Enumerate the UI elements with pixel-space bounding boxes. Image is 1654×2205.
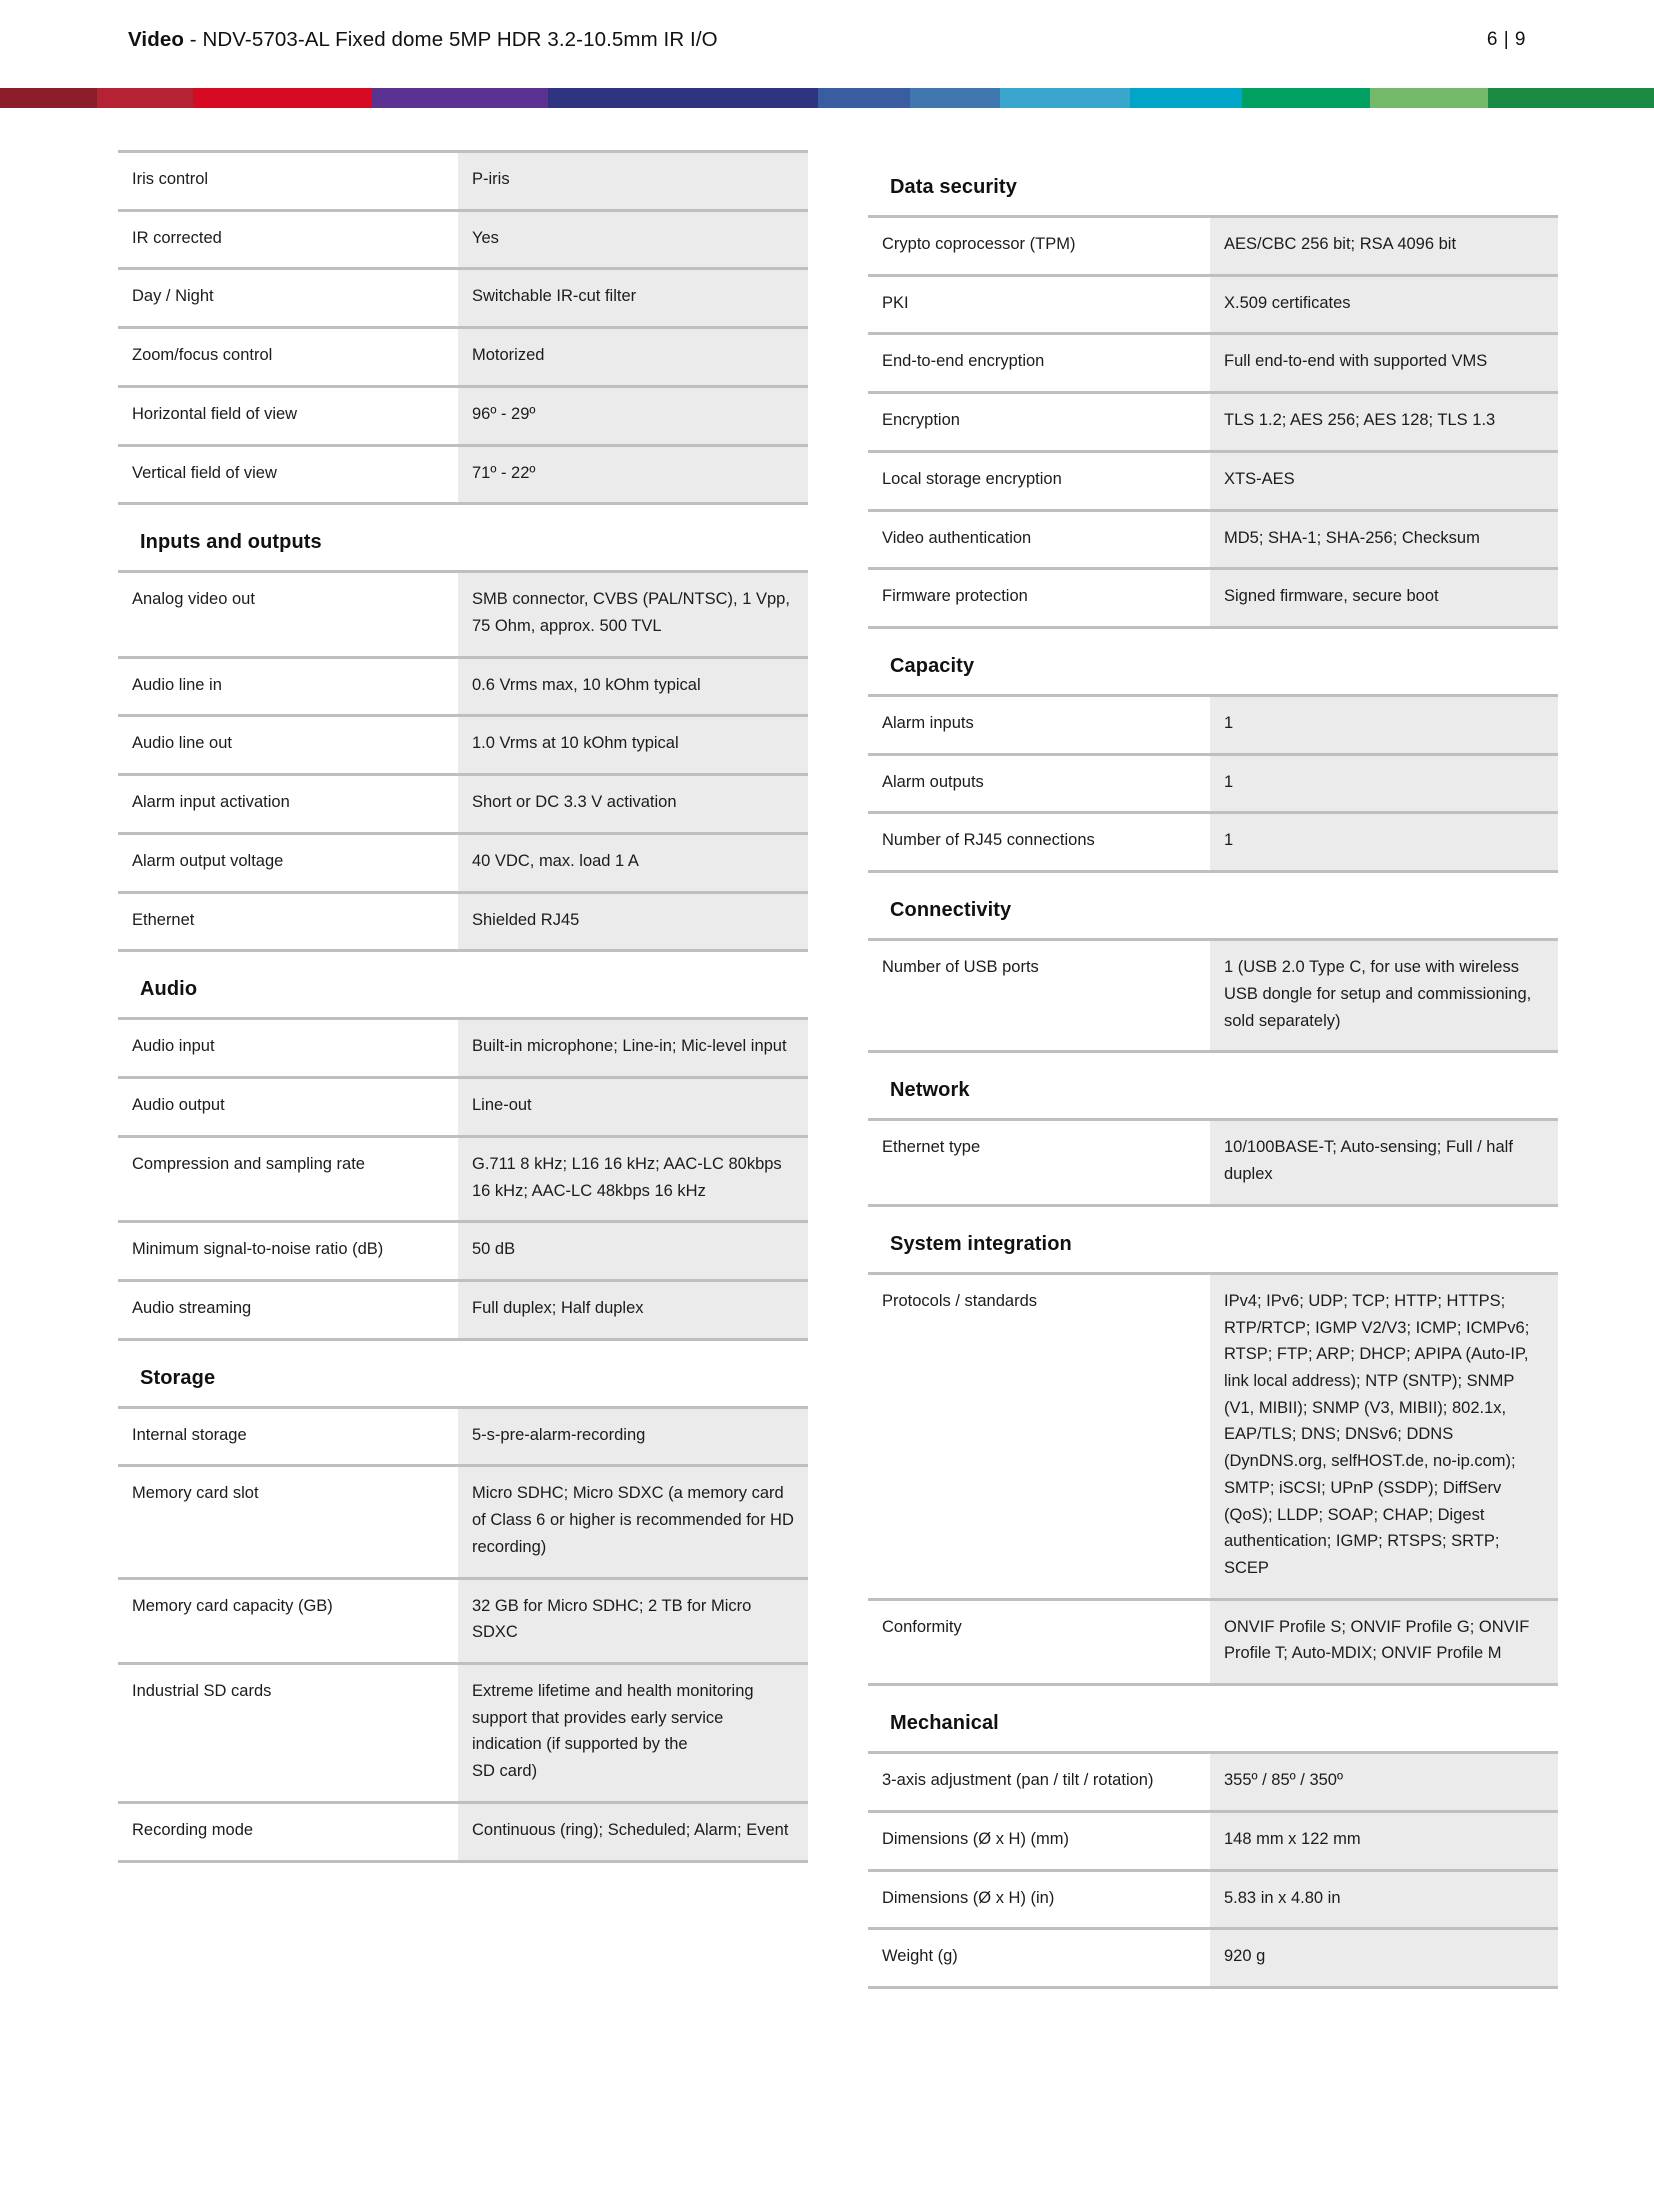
table-row [118, 1222, 808, 1281]
spec-table [868, 1272, 1558, 1686]
table-row [868, 217, 1558, 276]
spec-value: TLS 1.2; AES 256; AES 128; TLS 1.3 [1210, 393, 1558, 452]
table-row [868, 510, 1558, 569]
page-title-model: - NDV-5703-AL Fixed dome 5MP HDR 3.2-10.5mm IR I/O [183, 28, 718, 51]
spec-value: 355º / 85º / 350º [1210, 1753, 1558, 1812]
spec-value: 40 VDC, max. load 1 A [458, 833, 808, 892]
spec-value: Signed firmware, secure boot [1210, 569, 1558, 628]
spec-value: AES/CBC 256 bit; RSA 4096 bit [1210, 217, 1558, 276]
spec-value: 10/100BASE-T; Auto-sensing; Full / half duplex [1210, 1120, 1558, 1205]
spec-label: Minimum signal-to-noise ratio (dB) [118, 1222, 458, 1281]
spec-label: Local storage encryption [868, 451, 1210, 510]
spec-value: X.509 certificates [1210, 275, 1558, 334]
spec-label: IR corrected [118, 210, 458, 269]
spec-label: Ethernet [118, 892, 458, 951]
spec-value: 50 dB [458, 1222, 808, 1281]
spec-label: Ethernet type [868, 1120, 1210, 1205]
table-row [118, 328, 808, 387]
spec-table [868, 1118, 1558, 1206]
color-band-segment-9 [1242, 88, 1370, 108]
table-row [118, 1578, 808, 1663]
spec-label: Number of USB ports [868, 940, 1210, 1052]
spec-label: Conformity [868, 1599, 1210, 1684]
table-row [118, 269, 808, 328]
spec-value: Full duplex; Half duplex [458, 1280, 808, 1339]
spec-label: Analog video out [118, 572, 458, 657]
section-heading: Connectivity [890, 899, 1012, 922]
spec-table [868, 694, 1558, 873]
table-row [868, 1753, 1558, 1812]
spec-table [118, 150, 808, 505]
spec-label: Alarm input activation [118, 775, 458, 834]
spec-label: End-to-end encryption [868, 334, 1210, 393]
color-band-segment-1 [97, 88, 193, 108]
spec-value: Short or DC 3.3 V activation [458, 775, 808, 834]
spec-value: Yes [458, 210, 808, 269]
table-row [118, 1802, 808, 1861]
spec-label: Dimensions (Ø x H) (mm) [868, 1811, 1210, 1870]
section-heading: Inputs and outputs [140, 531, 322, 554]
section-heading: Data security [890, 176, 1017, 198]
spec-value: Motorized [458, 328, 808, 387]
spec-label: Zoom/focus control [118, 328, 458, 387]
table-row [118, 1280, 808, 1339]
table-row [868, 813, 1558, 872]
table-row [118, 1078, 808, 1137]
table-row [118, 892, 808, 951]
table-row [118, 1663, 808, 1802]
spec-label: Horizontal field of view [118, 386, 458, 445]
color-band-segment-4 [548, 88, 818, 108]
spec-value: Switchable IR-cut filter [458, 269, 808, 328]
spec-label: Video authentication [868, 510, 1210, 569]
left-column [118, 150, 808, 1989]
table-row [868, 1599, 1558, 1684]
spec-label: Dimensions (Ø x H) (in) [868, 1870, 1210, 1929]
table-row [868, 1929, 1558, 1988]
content-columns [0, 150, 1654, 1989]
spec-label: Alarm outputs [868, 754, 1210, 813]
spec-label: Iris control [118, 152, 458, 211]
table-row [118, 775, 808, 834]
table-row [118, 1019, 808, 1078]
spec-value: 920 g [1210, 1929, 1558, 1988]
spec-table [868, 1751, 1558, 1989]
spec-value: 5-s-pre-alarm-recording [458, 1407, 808, 1466]
section-heading: System integration [890, 1232, 1072, 1255]
color-band-segment-3 [372, 88, 548, 108]
page-number: 6 | 9 [1486, 29, 1526, 50]
spec-label: PKI [868, 275, 1210, 334]
spec-value: G.711 8 kHz; L16 16 kHz; AAC-LC 80kbps 16 kHz; AAC-LC 48kbps 16 kHz [458, 1136, 808, 1221]
spec-label: Internal storage [118, 1407, 458, 1466]
spec-label: Audio output [118, 1078, 458, 1137]
color-band-segment-7 [1000, 88, 1130, 108]
section-heading: Storage [140, 1366, 216, 1389]
table-row [118, 716, 808, 775]
right-column [868, 150, 1558, 1989]
spec-label: Alarm output voltage [118, 833, 458, 892]
spec-label: Compression and sampling rate [118, 1136, 458, 1221]
spec-label: Weight (g) [868, 1929, 1210, 1988]
table-row [868, 275, 1558, 334]
spec-value: 71º - 22º [458, 445, 808, 504]
spec-table [118, 570, 808, 952]
table-row [118, 152, 808, 211]
color-band-segment-5 [818, 88, 910, 108]
table-row [868, 1273, 1558, 1599]
table-row [118, 572, 808, 657]
spec-value: ONVIF Profile S; ONVIF Profile G; ONVIF Profile T; Auto-MDIX; ONVIF Profile M [1210, 1599, 1558, 1684]
spec-label: Audio line in [118, 657, 458, 716]
spec-value: Full end-to-end with supported VMS [1210, 334, 1558, 393]
spec-value: Line-out [458, 1078, 808, 1137]
section-heading: Audio [140, 978, 198, 1001]
spec-value: 1 [1210, 813, 1558, 872]
color-band-segment-2 [193, 88, 372, 108]
spec-value: SMB connector, CVBS (PAL/NTSC), 1 Vpp, 75 Ohm, approx. 500 TVL [458, 572, 808, 657]
table-row [118, 1466, 808, 1578]
spec-value: 32 GB for Micro SDHC; 2 TB for Micro SDXC [458, 1578, 808, 1663]
spec-label: Memory card slot [118, 1466, 458, 1578]
spec-label: Vertical field of view [118, 445, 458, 504]
spec-value: 148 mm x 122 mm [1210, 1811, 1558, 1870]
spec-label: Audio input [118, 1019, 458, 1078]
color-band-segment-0 [0, 88, 97, 108]
color-band-segment-10 [1370, 88, 1488, 108]
brand-color-band [0, 88, 1654, 108]
color-band-segment-11 [1488, 88, 1654, 108]
spec-label: Recording mode [118, 1802, 458, 1861]
spec-value: MD5; SHA-1; SHA-256; Checksum [1210, 510, 1558, 569]
spec-value: 1 [1210, 696, 1558, 755]
section-heading: Mechanical [890, 1712, 999, 1735]
table-row [118, 657, 808, 716]
table-row [868, 1870, 1558, 1929]
table-row [118, 1407, 808, 1466]
spec-value: Continuous (ring); Scheduled; Alarm; Event [458, 1802, 808, 1861]
spec-value: Extreme lifetime and health monitoring support that provides early service indication (if supported by the SD card) [458, 1663, 808, 1802]
spec-value: 1 [1210, 754, 1558, 813]
spec-value: Micro SDHC; Micro SDXC (a memory card of Class 6 or higher is recommended for HD recording) [458, 1466, 808, 1578]
table-row [868, 696, 1558, 755]
page-header [0, 0, 1654, 88]
spec-label: Audio line out [118, 716, 458, 775]
section-heading: Network [890, 1079, 970, 1102]
spec-label: Memory card capacity (GB) [118, 1578, 458, 1663]
spec-label: Day / Night [118, 269, 458, 328]
spec-label: Firmware protection [868, 569, 1210, 628]
spec-label: Crypto coprocessor (TPM) [868, 217, 1210, 276]
spec-label: Encryption [868, 393, 1210, 452]
section-heading: Capacity [890, 655, 975, 678]
spec-value: 1.0 Vrms at 10 kOhm typical [458, 716, 808, 775]
table-row [118, 210, 808, 269]
spec-label: Alarm inputs [868, 696, 1210, 755]
spec-table [118, 1017, 808, 1340]
table-row [868, 1811, 1558, 1870]
page-title-category: Video [128, 28, 184, 51]
table-row [868, 393, 1558, 452]
table-row [868, 940, 1558, 1052]
page-title [128, 28, 718, 52]
spec-value: P-iris [458, 152, 808, 211]
spec-label: Protocols / standards [868, 1273, 1210, 1599]
table-row [118, 445, 808, 504]
color-band-segment-8 [1130, 88, 1242, 108]
spec-value: Built-in microphone; Line-in; Mic-level input [458, 1019, 808, 1078]
table-row [868, 569, 1558, 628]
table-row [868, 1120, 1558, 1205]
spec-value: 1 (USB 2.0 Type C, for use with wireless USB dongle for setup and commissioning, sold separately) [1210, 940, 1558, 1052]
spec-value: XTS-AES [1210, 451, 1558, 510]
spec-label: Industrial SD cards [118, 1663, 458, 1802]
table-row [868, 754, 1558, 813]
spec-label: Audio streaming [118, 1280, 458, 1339]
spec-value: 0.6 Vrms max, 10 kOhm typical [458, 657, 808, 716]
spec-table [118, 1406, 808, 1863]
spec-label: Number of RJ45 connections [868, 813, 1210, 872]
table-row [118, 833, 808, 892]
spec-value: 96º - 29º [458, 386, 808, 445]
spec-value: IPv4; IPv6; UDP; TCP; HTTP; HTTPS; RTP/RTCP; IGMP V2/V3; ICMP; ICMPv6; RTSP; FTP; ARP; DHCP; APIPA (Auto-IP, link local address); NTP (SNTP); SNMP (V1, MIBII); SNMP (V3, MIBII); 802.1x, EAP/TLS; DNS; DNSv6; DDNS (DynDNS.org, selfHOST.de, no-ip.com); SMTP; iSCSI; UPnP (SSDP); DiffServ (QoS); LLDP; SOAP; CHAP; Digest authentication; IGMP; RTSPS; SRTP; SCEP [1210, 1273, 1558, 1599]
spec-table [868, 215, 1558, 629]
spec-label: 3-axis adjustment (pan / tilt / rotation) [868, 1753, 1210, 1812]
table-row [118, 386, 808, 445]
table-row [868, 451, 1558, 510]
spec-value: 5.83 in x 4.80 in [1210, 1870, 1558, 1929]
spec-table [868, 938, 1558, 1053]
table-row [868, 334, 1558, 393]
table-row [118, 1136, 808, 1221]
spec-value: Shielded RJ45 [458, 892, 808, 951]
color-band-segment-6 [910, 88, 1000, 108]
